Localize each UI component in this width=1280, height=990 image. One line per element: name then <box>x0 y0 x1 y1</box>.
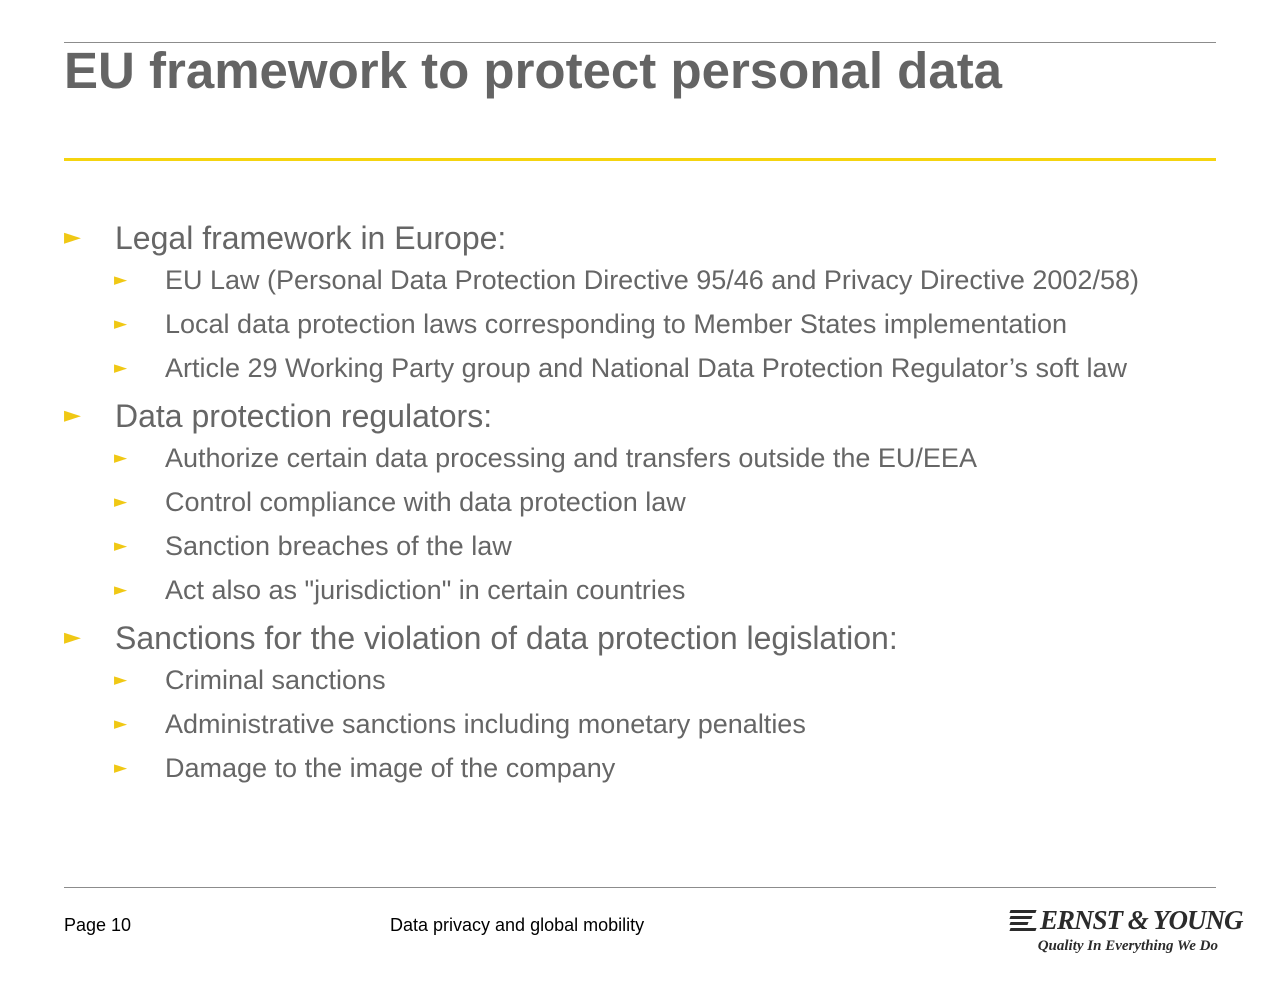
sub-bullet-arrow-icon: ► <box>114 492 128 512</box>
sub-bullet-authorize <box>114 440 1216 476</box>
sub-bullet-text: Administrative sanctions including monetary penalties <box>165 709 806 739</box>
sub-bullet-arrow-icon: ► <box>114 580 128 600</box>
bullet-text: Data protection regulators: <box>115 398 493 434</box>
sub-bullet-text: Article 29 Working Party group and National Data Protection Regulator’s soft law <box>165 353 1127 383</box>
bullet-text: Legal framework in Europe: <box>115 220 507 256</box>
bullet-arrow-icon: ► <box>64 403 81 428</box>
logo-tagline: Quality In Everything We Do <box>1037 938 1218 954</box>
sub-bullet-criminal <box>114 662 1216 698</box>
ernst-young-logo <box>1010 905 1243 961</box>
sub-bullet-arrow-icon: ► <box>114 314 128 334</box>
sub-bullet-administrative <box>114 706 1216 742</box>
slide-title: EU framework to protect personal data <box>64 42 1003 99</box>
bullet-text: Sanctions for the violation of data protection legislation: <box>115 620 898 656</box>
sub-bullet-text: Sanction breaches of the law <box>165 531 512 561</box>
sub-bullet-arrow-icon: ► <box>114 358 128 378</box>
sub-bullet-text: Local data protection laws corresponding to Member States implementation <box>165 309 1067 339</box>
sub-bullet-arrow-icon: ► <box>114 270 128 290</box>
sub-bullet-eu-law <box>114 262 1216 298</box>
bullet-sanctions <box>64 616 1216 660</box>
footer-divider <box>64 887 1216 888</box>
footer-presentation-title: Data privacy and global mobility <box>390 915 645 935</box>
sub-bullet-arrow-icon: ► <box>114 448 128 468</box>
sub-bullet-article-29 <box>114 350 1216 386</box>
bullet-legal-framework <box>64 216 1216 260</box>
bullet-arrow-icon: ► <box>64 225 81 250</box>
page-number: Page 10 <box>64 915 132 935</box>
sub-bullet-sanction-breaches <box>114 528 1216 564</box>
logo-wordmark: ERNST & YOUNG <box>1040 905 1243 935</box>
sub-bullet-jurisdiction <box>114 572 1216 608</box>
sub-bullet-arrow-icon: ► <box>114 758 128 778</box>
ey-stripes-icon <box>1010 910 1036 932</box>
sub-bullet-text: Authorize certain data processing and transfers outside the EU/EEA <box>165 443 977 473</box>
slide-body <box>64 212 1216 794</box>
sub-bullet-text: Damage to the image of the company <box>165 753 616 783</box>
sub-bullet-text: Criminal sanctions <box>165 665 386 695</box>
sub-bullet-local-laws <box>114 306 1216 342</box>
sub-bullet-text: Control compliance with data protection law <box>165 487 686 517</box>
sub-bullet-image-damage <box>114 750 1216 786</box>
sub-bullet-arrow-icon: ► <box>114 714 128 734</box>
bullet-regulators <box>64 394 1216 438</box>
title-accent-rule <box>64 158 1216 161</box>
sub-bullet-text: Act also as "jurisdiction" in certain countries <box>165 575 686 605</box>
sub-bullet-text: EU Law (Personal Data Protection Directive 95/46 and Privacy Directive 2002/58) <box>165 265 1139 295</box>
sub-bullet-arrow-icon: ► <box>114 670 128 690</box>
bullet-arrow-icon: ► <box>64 625 81 650</box>
sub-bullet-control-compliance <box>114 484 1216 520</box>
sub-bullet-arrow-icon: ► <box>114 536 128 556</box>
